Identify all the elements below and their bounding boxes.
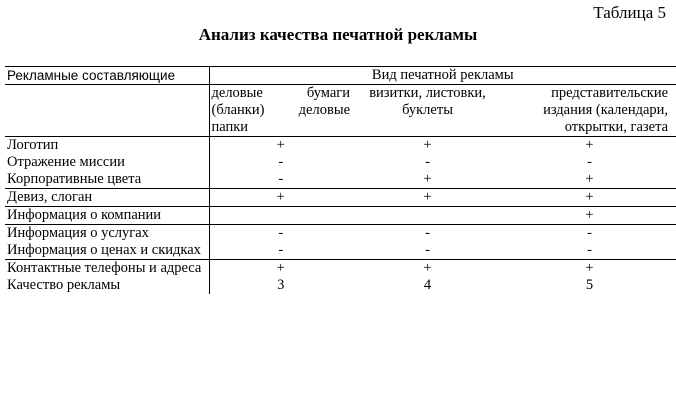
table-cell: - [209,171,352,189]
column-header-1: деловые бумаги (бланки) деловые папки [209,85,352,137]
table-cell: + [276,137,285,153]
table-cell: + [352,171,503,189]
table-cell: - [278,225,284,241]
table-row [5,137,676,155]
table-cell: - [587,154,592,170]
row-label: Информация о компании [5,207,209,225]
table-row [5,260,676,278]
table-cell: - [209,242,352,260]
table-cell: + [352,189,503,207]
row-label: Отражение миссии [5,154,209,171]
table-cell: + [585,137,594,153]
table-cell: - [425,154,430,170]
table-cell: - [352,242,503,260]
table-row [5,207,676,225]
table-row [5,277,676,294]
group-header-cell: Вид печатной рекламы [209,67,676,85]
column-header-2: визитки, листовки, буклеты [352,85,503,137]
table-row [5,171,676,189]
row-label: Логотип [5,137,209,155]
print-advertising-quality-table [5,66,676,294]
table-row [5,189,676,207]
header-row [5,67,676,85]
table-cell: + [503,189,676,207]
table-cell: - [278,154,284,170]
table-cell: 3 [277,277,285,293]
table-row [5,154,676,171]
table-cell: + [209,189,352,207]
table-cell: + [276,260,285,276]
table-row [5,242,676,260]
column-header-3: представительские издания (календари, открытки, газета [503,85,676,137]
table-cell: - [425,225,430,241]
table-cell [352,207,503,225]
row-label: Информация о услугах [5,225,209,243]
table-number: Таблица 5 [593,3,666,22]
row-label: Корпоративные цвета [5,171,209,189]
table-cell: + [423,260,432,276]
table-cell: + [585,260,594,276]
row-label: Контактные телефоны и адреса [5,260,209,278]
table-cell: 5 [585,277,594,293]
row-label: Информация о ценах и скидках [5,242,209,260]
row-label: Девиз, слоган [5,189,209,207]
table-cell: + [503,207,676,225]
document-title: Анализ качества печатной рекламы [198,25,478,44]
table-cell: 4 [423,277,432,293]
subheader-spacer [5,85,209,137]
table-cell [209,207,352,225]
table-row [5,225,676,243]
row-header-cell: Рекламные составляющие [5,67,209,85]
table-cell: + [423,137,432,153]
table-cell: - [503,242,676,260]
table-cell: - [587,225,592,241]
subheader-row [5,85,676,137]
row-label: Качество рекламы [5,277,209,294]
table-cell: + [503,171,676,189]
